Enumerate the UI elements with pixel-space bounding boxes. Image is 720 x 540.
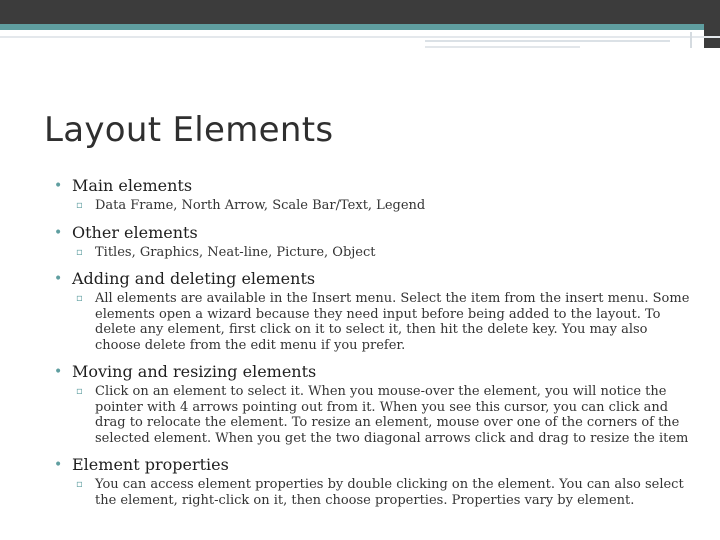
- sub-bullet: [54, 291, 690, 353]
- sub-bullet-text: Titles, Graphics, Neat-line, Picture, Object: [95, 244, 376, 260]
- bullet-label: Other elements: [72, 222, 198, 242]
- sub-bullet-square-icon: ▫: [76, 200, 83, 211]
- bullet-label: Main elements: [72, 176, 193, 195]
- decor-rule: [425, 46, 580, 48]
- bullet-label: Moving and resizing elements: [72, 362, 317, 381]
- sub-bullet-square-icon: ▫: [76, 386, 83, 397]
- sub-bullet-text: Data Frame, North Arrow, Scale Bar/Text, Legend: [95, 198, 426, 213]
- bullet-dot-icon: •: [54, 271, 63, 287]
- sub-bullet: [54, 477, 690, 508]
- top-corner-block: [704, 0, 720, 48]
- bullet-label: Adding and deleting elements: [72, 269, 316, 288]
- sub-bullet-square-icon: ▫: [76, 293, 83, 304]
- bullet-dot-icon: •: [54, 224, 63, 241]
- bullet-main-elements: [54, 176, 690, 196]
- sub-bullet-square-icon: ▫: [76, 479, 83, 490]
- sub-bullet: [54, 245, 690, 261]
- bullet-label: Element properties: [72, 455, 229, 474]
- bullet-moving-resizing: [54, 362, 690, 382]
- sub-bullet-text: Click on an element to select it. When you mouse-over the element, you will notice the pointer with 4 arrows pointing out from it. When you see this cursor, you can click and drag to relocate the element. To resize an element, mouse over one of the corners of the selected element. When you get the two diagonal arrows click and drag to resize the item: [95, 384, 689, 446]
- sub-bullet: [54, 198, 690, 214]
- bullet-element-properties: [54, 455, 690, 475]
- bullet-dot-icon: •: [54, 364, 63, 380]
- slide-title: Layout Elements: [44, 110, 334, 150]
- bullet-dot-icon: •: [54, 178, 63, 194]
- decor-rule: [690, 32, 692, 48]
- sub-bullet-square-icon: ▫: [76, 246, 83, 258]
- decor-rule: [425, 40, 670, 42]
- decor-rule: [0, 36, 720, 38]
- sub-bullet: [54, 384, 690, 446]
- top-band: [0, 0, 720, 26]
- sub-bullet-text: All elements are available in the Insert menu. Select the item from the insert menu. Some elements open a wizard because they need input before being added to the layout. To delete any element, first click on it to select it, then hit the delete key. You may also choose delete from the edit menu if you prefer.: [95, 291, 690, 353]
- bullet-other-elements: [54, 223, 690, 243]
- sub-bullet-text: You can access element properties by double clicking on the element. You can also select the element, right-click on it, then choose properties. Properties vary by element.: [95, 477, 684, 508]
- bullet-dot-icon: •: [54, 457, 63, 473]
- slide-body: [54, 176, 690, 508]
- bullet-adding-deleting: [54, 269, 690, 289]
- top-accent-stripe: [0, 24, 720, 30]
